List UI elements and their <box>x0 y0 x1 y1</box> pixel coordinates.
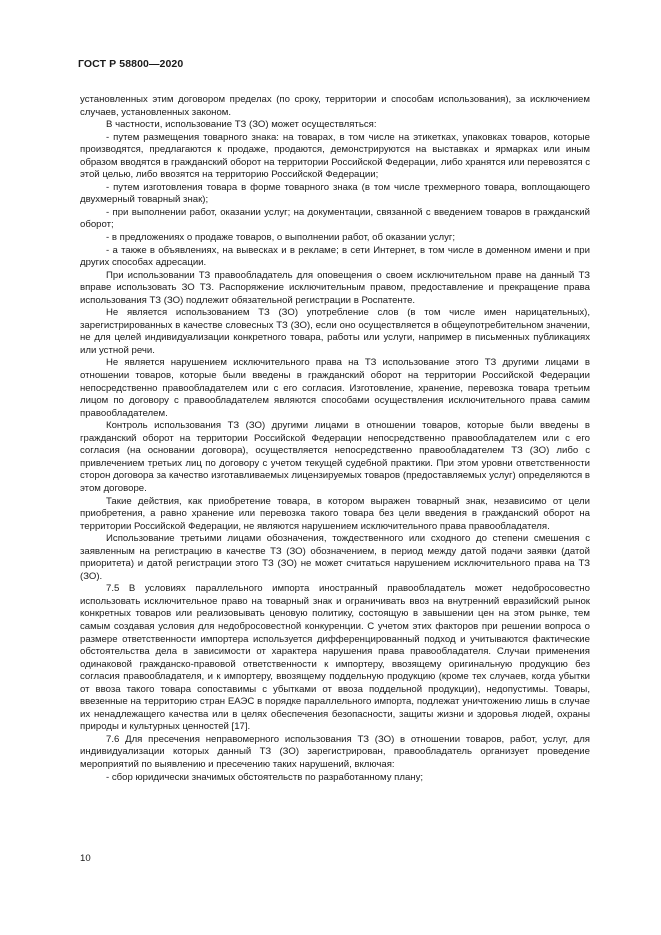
paragraph: - путем изготовления товара в форме товарного знака (в том числе трехмерного товара, воплощающего двухмерный товарный знак); <box>80 181 590 206</box>
paragraph: Такие действия, как приобретение товара, в котором выражен товарный знак, независимо от цели приобретения, а равно хранение или перевозка такого товара без цели введения в гражданский оборот на территории Российской Федерации, не являются нарушением исключительного права правообладателя. <box>80 495 590 532</box>
paragraph: - в предложениях о продаже товаров, о выполнении работ, об оказании услуг; <box>106 232 456 244</box>
paragraph: 7.6 Для пресечения неправомерного использования ТЗ (ЗО) в отношении товаров, работ, услуг, для индивидуализации которых данный ТЗ (ЗО) зарегистрирован, правообладатель организует проведение мероприятий по выявлению и пресечению таких нарушений, включая: <box>80 733 590 770</box>
paragraph: - при выполнении работ, оказании услуг; на документации, связанной с введением товаров в гражданский оборот; <box>80 206 590 231</box>
paragraph: - путем размещения товарного знака: на товарах, в том числе на этикетках, упаковках товаров, которые производятся, предлагаются к продаже, продаются, демонстрируются на выставках и ярмарках или иным образом вводятся в гражданский оборот на территории Российской Федерации, либо хранятся или перевозятся с этой целью, либо ввозятся на территорию Российской Федерации; <box>80 131 590 181</box>
document-body <box>80 94 590 784</box>
paragraph: Не является нарушением исключительного права на ТЗ использование этого ТЗ другими лицами в отношении товаров, которые были введены в гражданский оборот на территории Российской Федерации непосредственно правообладателем или с его согласия. Изготовление, хранение, перевозка товара третьим лицом по договору с правообладателем являются способами осуществления исключительного права самим правообладателем. <box>80 357 590 419</box>
paragraph: - а также в объявлениях, на вывесках и в рекламе; в сети Интернет, в том числе в доменном имени и при других способах адресации. <box>80 244 590 269</box>
paragraph: - сбор юридически значимых обстоятельств по разработанному плану; <box>106 771 424 783</box>
paragraph: При использовании ТЗ правообладатель для оповещения о своем исключительном праве на данный ТЗ вправе использовать ЗО ТЗ. Распоряжение исключительным правом, предоставление и прекращение права использования ТЗ (ЗО) подлежит обязательной регистрации в Роспатенте. <box>80 269 590 306</box>
paragraph: установленных этим договором пределах (по сроку, территории и способам использования), за исключением случаев, установленных законом. <box>80 94 590 118</box>
standard-code-header: ГОСТ Р 58800—2020 <box>78 58 184 70</box>
paragraph: В частности, использование ТЗ (ЗО) может осуществляться: <box>106 119 377 131</box>
paragraph: Использование третьими лицами обозначения, тождественного или сходного до степени смешения с заявленным на регистрацию в качестве ТЗ (ЗО) обозначением, в период между датой подачи заявки (датой приоритета) и датой регистрации этого ТЗ (ЗО) не может считаться нарушением исключительного права на ТЗ (ЗО). <box>80 533 590 582</box>
page-number: 10 <box>80 853 91 864</box>
paragraph: Не является использованием ТЗ (ЗО) употребление слов (в том числе имен нарицательных), зарегистрированных в качестве словесных ТЗ (ЗО), если оно осуществляется в общеупотребительном значении, не для целей индивидуализации конкретного товара, работы или услуги, например в письменных публикациях или устной речи. <box>80 307 590 356</box>
paragraph: 7.5 В условиях параллельного импорта иностранный правообладатель может недобросовестно использовать исключительное право на товарный знак и ограничивать ввоз на внутренний евразийский рынок конкретных товаров или реализовывать ценовую политику, состоящую в завышении цен на этом рынке, тем самым создавая условия для недобросовестной конкуренции. С учетом этих факторов при решении вопроса о размере ответственности импортера используется дифференцированный подход и учитываются фактические обстоятельства дела в зависимости от характера нарушения права правообладателя. Случаи применения одинаковой гражданско-правовой ответственности к импортеру, ввозящему оригинальную продукцию без согласия правообладателя, и к импортеру, ввозящему поддельную продукцию (кроме тех случаев, когда убытки от ввоза такого товара сопоставимы с убытками от ввоза поддельной продукции), недопустимы. Товары, ввезенные на территорию стран ЕАЭС в порядке параллельного импорта, подлежат уничтожению лишь в случае их ненадлежащего качества или в целях обеспечения безопасности, защиты жизни и здоровья людей, охраны природы и культурных ценностей [17]. <box>80 583 590 733</box>
paragraph: Контроль использования ТЗ (ЗО) другими лицами в отношении товаров, которые были введены в гражданский оборот на территории Российской Федерации непосредственно правообладателем или с его согласия (на основании договора), осуществляется непосредственно правообладателем ТЗ (ЗО) либо с привлечением третьих лиц по договору с учетом текущей судебной практики. При этом уровни ответственности сторон договора за качество изготавливаемых лицензируемых товаров (предоставляемых услуг) определяются в этом договоре. <box>80 420 590 494</box>
